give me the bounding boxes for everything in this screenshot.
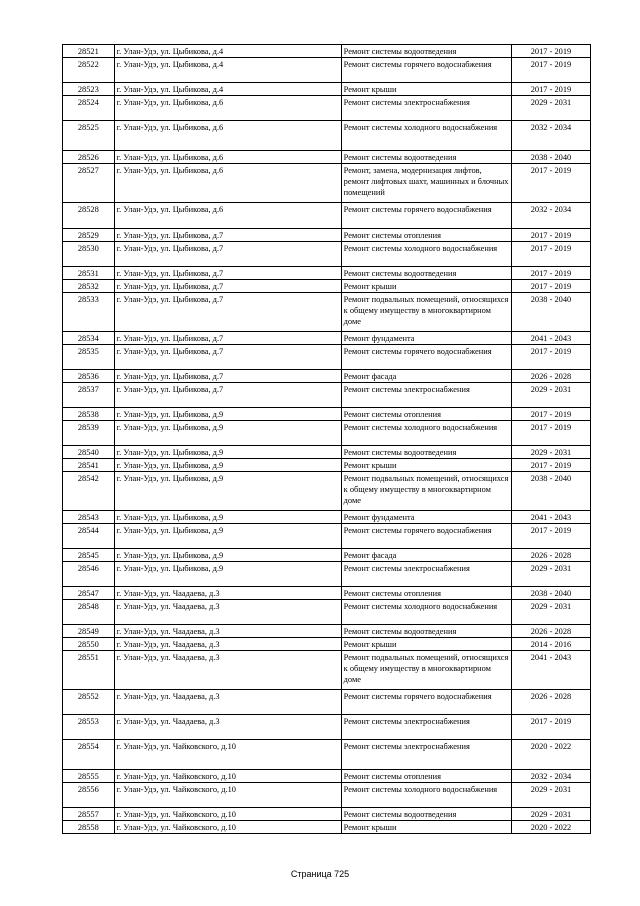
row-address-cell: г. Улан-Удэ, ул. Чайковского, д.10: [114, 821, 341, 834]
row-years-cell: 2026 - 2028: [511, 549, 590, 562]
row-address-cell: г. Улан-Удэ, ул. Чаадаева, д.3: [114, 587, 341, 600]
row-work-cell: Ремонт подвальных помещений, относящихся к общему имуществу в многоквартирном доме: [341, 651, 511, 690]
row-years-cell: 2017 - 2019: [511, 242, 590, 267]
table-row: [63, 345, 591, 370]
row-address-cell: г. Улан-Удэ, ул. Чаадаева, д.3: [114, 638, 341, 651]
row-years-cell: 2020 - 2022: [511, 740, 590, 770]
row-address-cell: г. Улан-Удэ, ул. Цыбикова, д.7: [114, 293, 341, 332]
row-address-cell: г. Улан-Удэ, ул. Цыбикова, д.7: [114, 383, 341, 408]
row-work-cell: Ремонт системы водоотведения: [341, 625, 511, 638]
row-id-cell: 28553: [63, 715, 115, 740]
table-row: [63, 600, 591, 625]
table-row: [63, 83, 591, 96]
row-work-cell: Ремонт крыши: [341, 280, 511, 293]
row-years-cell: 2017 - 2019: [511, 45, 590, 58]
row-id-cell: 28541: [63, 459, 115, 472]
row-id-cell: 28523: [63, 83, 115, 96]
table-row: [63, 587, 591, 600]
row-years-cell: 2026 - 2028: [511, 370, 590, 383]
row-years-cell: 2029 - 2031: [511, 600, 590, 625]
row-id-cell: 28556: [63, 783, 115, 808]
row-work-cell: Ремонт крыши: [341, 459, 511, 472]
row-work-cell: Ремонт системы горячего водоснабжения: [341, 690, 511, 715]
row-id-cell: 28555: [63, 770, 115, 783]
row-work-cell: Ремонт системы электроснабжения: [341, 715, 511, 740]
row-address-cell: г. Улан-Удэ, ул. Цыбикова, д.9: [114, 472, 341, 511]
row-address-cell: г. Улан-Удэ, ул. Цыбикова, д.6: [114, 203, 341, 229]
table-row: [63, 740, 591, 770]
row-address-cell: г. Улан-Удэ, ул. Чайковского, д.10: [114, 783, 341, 808]
row-id-cell: 28542: [63, 472, 115, 511]
row-id-cell: 28537: [63, 383, 115, 408]
row-years-cell: 2041 - 2043: [511, 332, 590, 345]
table-row: [63, 332, 591, 345]
row-address-cell: г. Улан-Удэ, ул. Цыбикова, д.9: [114, 549, 341, 562]
row-id-cell: 28549: [63, 625, 115, 638]
row-years-cell: 2017 - 2019: [511, 345, 590, 370]
row-address-cell: г. Улан-Удэ, ул. Цыбикова, д.9: [114, 511, 341, 524]
row-years-cell: 2017 - 2019: [511, 524, 590, 549]
row-work-cell: Ремонт системы водоотведения: [341, 151, 511, 164]
row-address-cell: г. Улан-Удэ, ул. Цыбикова, д.9: [114, 459, 341, 472]
row-years-cell: 2014 - 2016: [511, 638, 590, 651]
row-work-cell: Ремонт системы водоотведения: [341, 808, 511, 821]
row-work-cell: Ремонт системы холодного водоснабжения: [341, 121, 511, 151]
row-years-cell: 2020 - 2022: [511, 821, 590, 834]
table-row: [63, 293, 591, 332]
row-id-cell: 28530: [63, 242, 115, 267]
table-body: [63, 45, 591, 834]
table-row: [63, 690, 591, 715]
row-address-cell: г. Улан-Удэ, ул. Цыбикова, д.4: [114, 45, 341, 58]
row-years-cell: 2038 - 2040: [511, 472, 590, 511]
row-work-cell: Ремонт крыши: [341, 821, 511, 834]
row-address-cell: г. Улан-Удэ, ул. Цыбикова, д.9: [114, 446, 341, 459]
table-row: [63, 511, 591, 524]
row-work-cell: Ремонт фундамента: [341, 332, 511, 345]
row-work-cell: Ремонт системы отопления: [341, 770, 511, 783]
row-years-cell: 2029 - 2031: [511, 446, 590, 459]
row-work-cell: Ремонт фасада: [341, 370, 511, 383]
row-id-cell: 28528: [63, 203, 115, 229]
row-address-cell: г. Улан-Удэ, ул. Чаадаева, д.3: [114, 715, 341, 740]
table-row: [63, 524, 591, 549]
table-row: [63, 267, 591, 280]
row-address-cell: г. Улан-Удэ, ул. Цыбикова, д.7: [114, 345, 341, 370]
row-id-cell: 28551: [63, 651, 115, 690]
table-row: [63, 715, 591, 740]
row-address-cell: г. Улан-Удэ, ул. Цыбикова, д.9: [114, 524, 341, 549]
row-work-cell: Ремонт системы холодного водоснабжения: [341, 242, 511, 267]
row-address-cell: г. Улан-Удэ, ул. Чайковского, д.10: [114, 770, 341, 783]
row-id-cell: 28557: [63, 808, 115, 821]
row-id-cell: 28532: [63, 280, 115, 293]
row-years-cell: 2017 - 2019: [511, 58, 590, 83]
row-work-cell: Ремонт системы холодного водоснабжения: [341, 783, 511, 808]
row-id-cell: 28543: [63, 511, 115, 524]
row-work-cell: Ремонт системы отопления: [341, 229, 511, 242]
row-address-cell: г. Улан-Удэ, ул. Цыбикова, д.7: [114, 370, 341, 383]
row-work-cell: Ремонт системы холодного водоснабжения: [341, 600, 511, 625]
row-work-cell: Ремонт системы электроснабжения: [341, 562, 511, 587]
row-years-cell: 2032 - 2034: [511, 203, 590, 229]
table-row: [63, 280, 591, 293]
table-row: [63, 625, 591, 638]
table-row: [63, 242, 591, 267]
row-years-cell: 2026 - 2028: [511, 625, 590, 638]
repair-schedule-table: [62, 44, 591, 834]
row-years-cell: 2017 - 2019: [511, 459, 590, 472]
row-years-cell: 2029 - 2031: [511, 383, 590, 408]
row-years-cell: 2041 - 2043: [511, 511, 590, 524]
table-row: [63, 383, 591, 408]
row-address-cell: г. Улан-Удэ, ул. Цыбикова, д.7: [114, 242, 341, 267]
row-address-cell: г. Улан-Удэ, ул. Цыбикова, д.7: [114, 229, 341, 242]
row-years-cell: 2017 - 2019: [511, 280, 590, 293]
table-row: [63, 562, 591, 587]
row-years-cell: 2017 - 2019: [511, 421, 590, 446]
row-work-cell: Ремонт системы горячего водоснабжения: [341, 345, 511, 370]
row-years-cell: 2017 - 2019: [511, 408, 590, 421]
row-id-cell: 28544: [63, 524, 115, 549]
row-id-cell: 28534: [63, 332, 115, 345]
row-work-cell: Ремонт фундамента: [341, 511, 511, 524]
table-row: [63, 121, 591, 151]
table-row: [63, 164, 591, 203]
row-years-cell: 2038 - 2040: [511, 293, 590, 332]
row-work-cell: Ремонт системы электроснабжения: [341, 383, 511, 408]
table-row: [63, 638, 591, 651]
row-address-cell: г. Улан-Удэ, ул. Цыбикова, д.4: [114, 83, 341, 96]
row-work-cell: Ремонт системы водоотведения: [341, 267, 511, 280]
row-id-cell: 28521: [63, 45, 115, 58]
table-row: [63, 472, 591, 511]
row-work-cell: Ремонт системы водоотведения: [341, 45, 511, 58]
table-row: [63, 151, 591, 164]
row-work-cell: Ремонт системы горячего водоснабжения: [341, 524, 511, 549]
row-id-cell: 28536: [63, 370, 115, 383]
row-id-cell: 28550: [63, 638, 115, 651]
row-years-cell: 2017 - 2019: [511, 715, 590, 740]
row-work-cell: Ремонт системы электроснабжения: [341, 96, 511, 121]
table-row: [63, 651, 591, 690]
row-address-cell: г. Улан-Удэ, ул. Цыбикова, д.6: [114, 96, 341, 121]
table-row: [63, 446, 591, 459]
row-id-cell: 28548: [63, 600, 115, 625]
row-work-cell: Ремонт крыши: [341, 638, 511, 651]
row-address-cell: г. Улан-Удэ, ул. Цыбикова, д.7: [114, 332, 341, 345]
row-years-cell: 2038 - 2040: [511, 587, 590, 600]
row-address-cell: г. Улан-Удэ, ул. Чаадаева, д.3: [114, 625, 341, 638]
row-address-cell: г. Улан-Удэ, ул. Чайковского, д.10: [114, 808, 341, 821]
row-work-cell: Ремонт, замена, модернизация лифтов, ремонт лифтовых шахт, машинных и блочных помещений: [341, 164, 511, 203]
row-address-cell: г. Улан-Удэ, ул. Цыбикова, д.9: [114, 562, 341, 587]
row-id-cell: 28527: [63, 164, 115, 203]
row-address-cell: г. Улан-Удэ, ул. Цыбикова, д.7: [114, 267, 341, 280]
row-years-cell: 2029 - 2031: [511, 808, 590, 821]
row-address-cell: г. Улан-Удэ, ул. Цыбикова, д.4: [114, 58, 341, 83]
row-address-cell: г. Улан-Удэ, ул. Цыбикова, д.6: [114, 151, 341, 164]
table-row: [63, 370, 591, 383]
table-row: [63, 770, 591, 783]
row-work-cell: Ремонт системы отопления: [341, 587, 511, 600]
table-row: [63, 58, 591, 83]
row-work-cell: Ремонт системы горячего водоснабжения: [341, 203, 511, 229]
row-id-cell: 28540: [63, 446, 115, 459]
row-id-cell: 28526: [63, 151, 115, 164]
row-id-cell: 28546: [63, 562, 115, 587]
row-years-cell: 2032 - 2034: [511, 770, 590, 783]
row-address-cell: г. Улан-Удэ, ул. Чаадаева, д.3: [114, 690, 341, 715]
row-years-cell: 2032 - 2034: [511, 121, 590, 151]
row-id-cell: 28552: [63, 690, 115, 715]
row-years-cell: 2029 - 2031: [511, 783, 590, 808]
row-work-cell: Ремонт подвальных помещений, относящихся к общему имуществу в многоквартирном доме: [341, 293, 511, 332]
row-address-cell: г. Улан-Удэ, ул. Цыбикова, д.7: [114, 280, 341, 293]
page-number: Страница 725: [290, 869, 350, 879]
table-row: [63, 808, 591, 821]
row-work-cell: Ремонт фасада: [341, 549, 511, 562]
row-id-cell: 28554: [63, 740, 115, 770]
row-work-cell: Ремонт крыши: [341, 83, 511, 96]
row-id-cell: 28524: [63, 96, 115, 121]
row-address-cell: г. Улан-Удэ, ул. Чаадаева, д.3: [114, 651, 341, 690]
table-row: [63, 783, 591, 808]
row-id-cell: 28538: [63, 408, 115, 421]
row-work-cell: Ремонт системы холодного водоснабжения: [341, 421, 511, 446]
row-work-cell: Ремонт системы электроснабжения: [341, 740, 511, 770]
table-row: [63, 549, 591, 562]
row-work-cell: Ремонт подвальных помещений, относящихся к общему имуществу в многоквартирном доме: [341, 472, 511, 511]
table-row: [63, 45, 591, 58]
row-address-cell: г. Улан-Удэ, ул. Цыбикова, д.6: [114, 121, 341, 151]
row-id-cell: 28535: [63, 345, 115, 370]
row-address-cell: г. Улан-Удэ, ул. Цыбикова, д.9: [114, 421, 341, 446]
table-row: [63, 459, 591, 472]
row-id-cell: 28547: [63, 587, 115, 600]
row-work-cell: Ремонт системы отопления: [341, 408, 511, 421]
row-address-cell: г. Улан-Удэ, ул. Чайковского, д.10: [114, 740, 341, 770]
table-row: [63, 821, 591, 834]
table-row: [63, 96, 591, 121]
row-id-cell: 28529: [63, 229, 115, 242]
table-row: [63, 408, 591, 421]
row-years-cell: 2026 - 2028: [511, 690, 590, 715]
row-id-cell: 28545: [63, 549, 115, 562]
row-years-cell: 2017 - 2019: [511, 267, 590, 280]
row-address-cell: г. Улан-Удэ, ул. Цыбикова, д.6: [114, 164, 341, 203]
row-years-cell: 2017 - 2019: [511, 164, 590, 203]
table-row: [63, 203, 591, 229]
row-work-cell: Ремонт системы горячего водоснабжения: [341, 58, 511, 83]
row-id-cell: 28531: [63, 267, 115, 280]
row-id-cell: 28525: [63, 121, 115, 151]
table-row: [63, 421, 591, 446]
row-years-cell: 2029 - 2031: [511, 96, 590, 121]
row-id-cell: 28522: [63, 58, 115, 83]
table-row: [63, 229, 591, 242]
row-years-cell: 2017 - 2019: [511, 83, 590, 96]
row-years-cell: 2041 - 2043: [511, 651, 590, 690]
row-work-cell: Ремонт системы водоотведения: [341, 446, 511, 459]
row-address-cell: г. Улан-Удэ, ул. Цыбикова, д.9: [114, 408, 341, 421]
row-years-cell: 2029 - 2031: [511, 562, 590, 587]
row-id-cell: 28539: [63, 421, 115, 446]
row-address-cell: г. Улан-Удэ, ул. Чаадаева, д.3: [114, 600, 341, 625]
row-years-cell: 2017 - 2019: [511, 229, 590, 242]
row-id-cell: 28558: [63, 821, 115, 834]
row-id-cell: 28533: [63, 293, 115, 332]
row-years-cell: 2038 - 2040: [511, 151, 590, 164]
